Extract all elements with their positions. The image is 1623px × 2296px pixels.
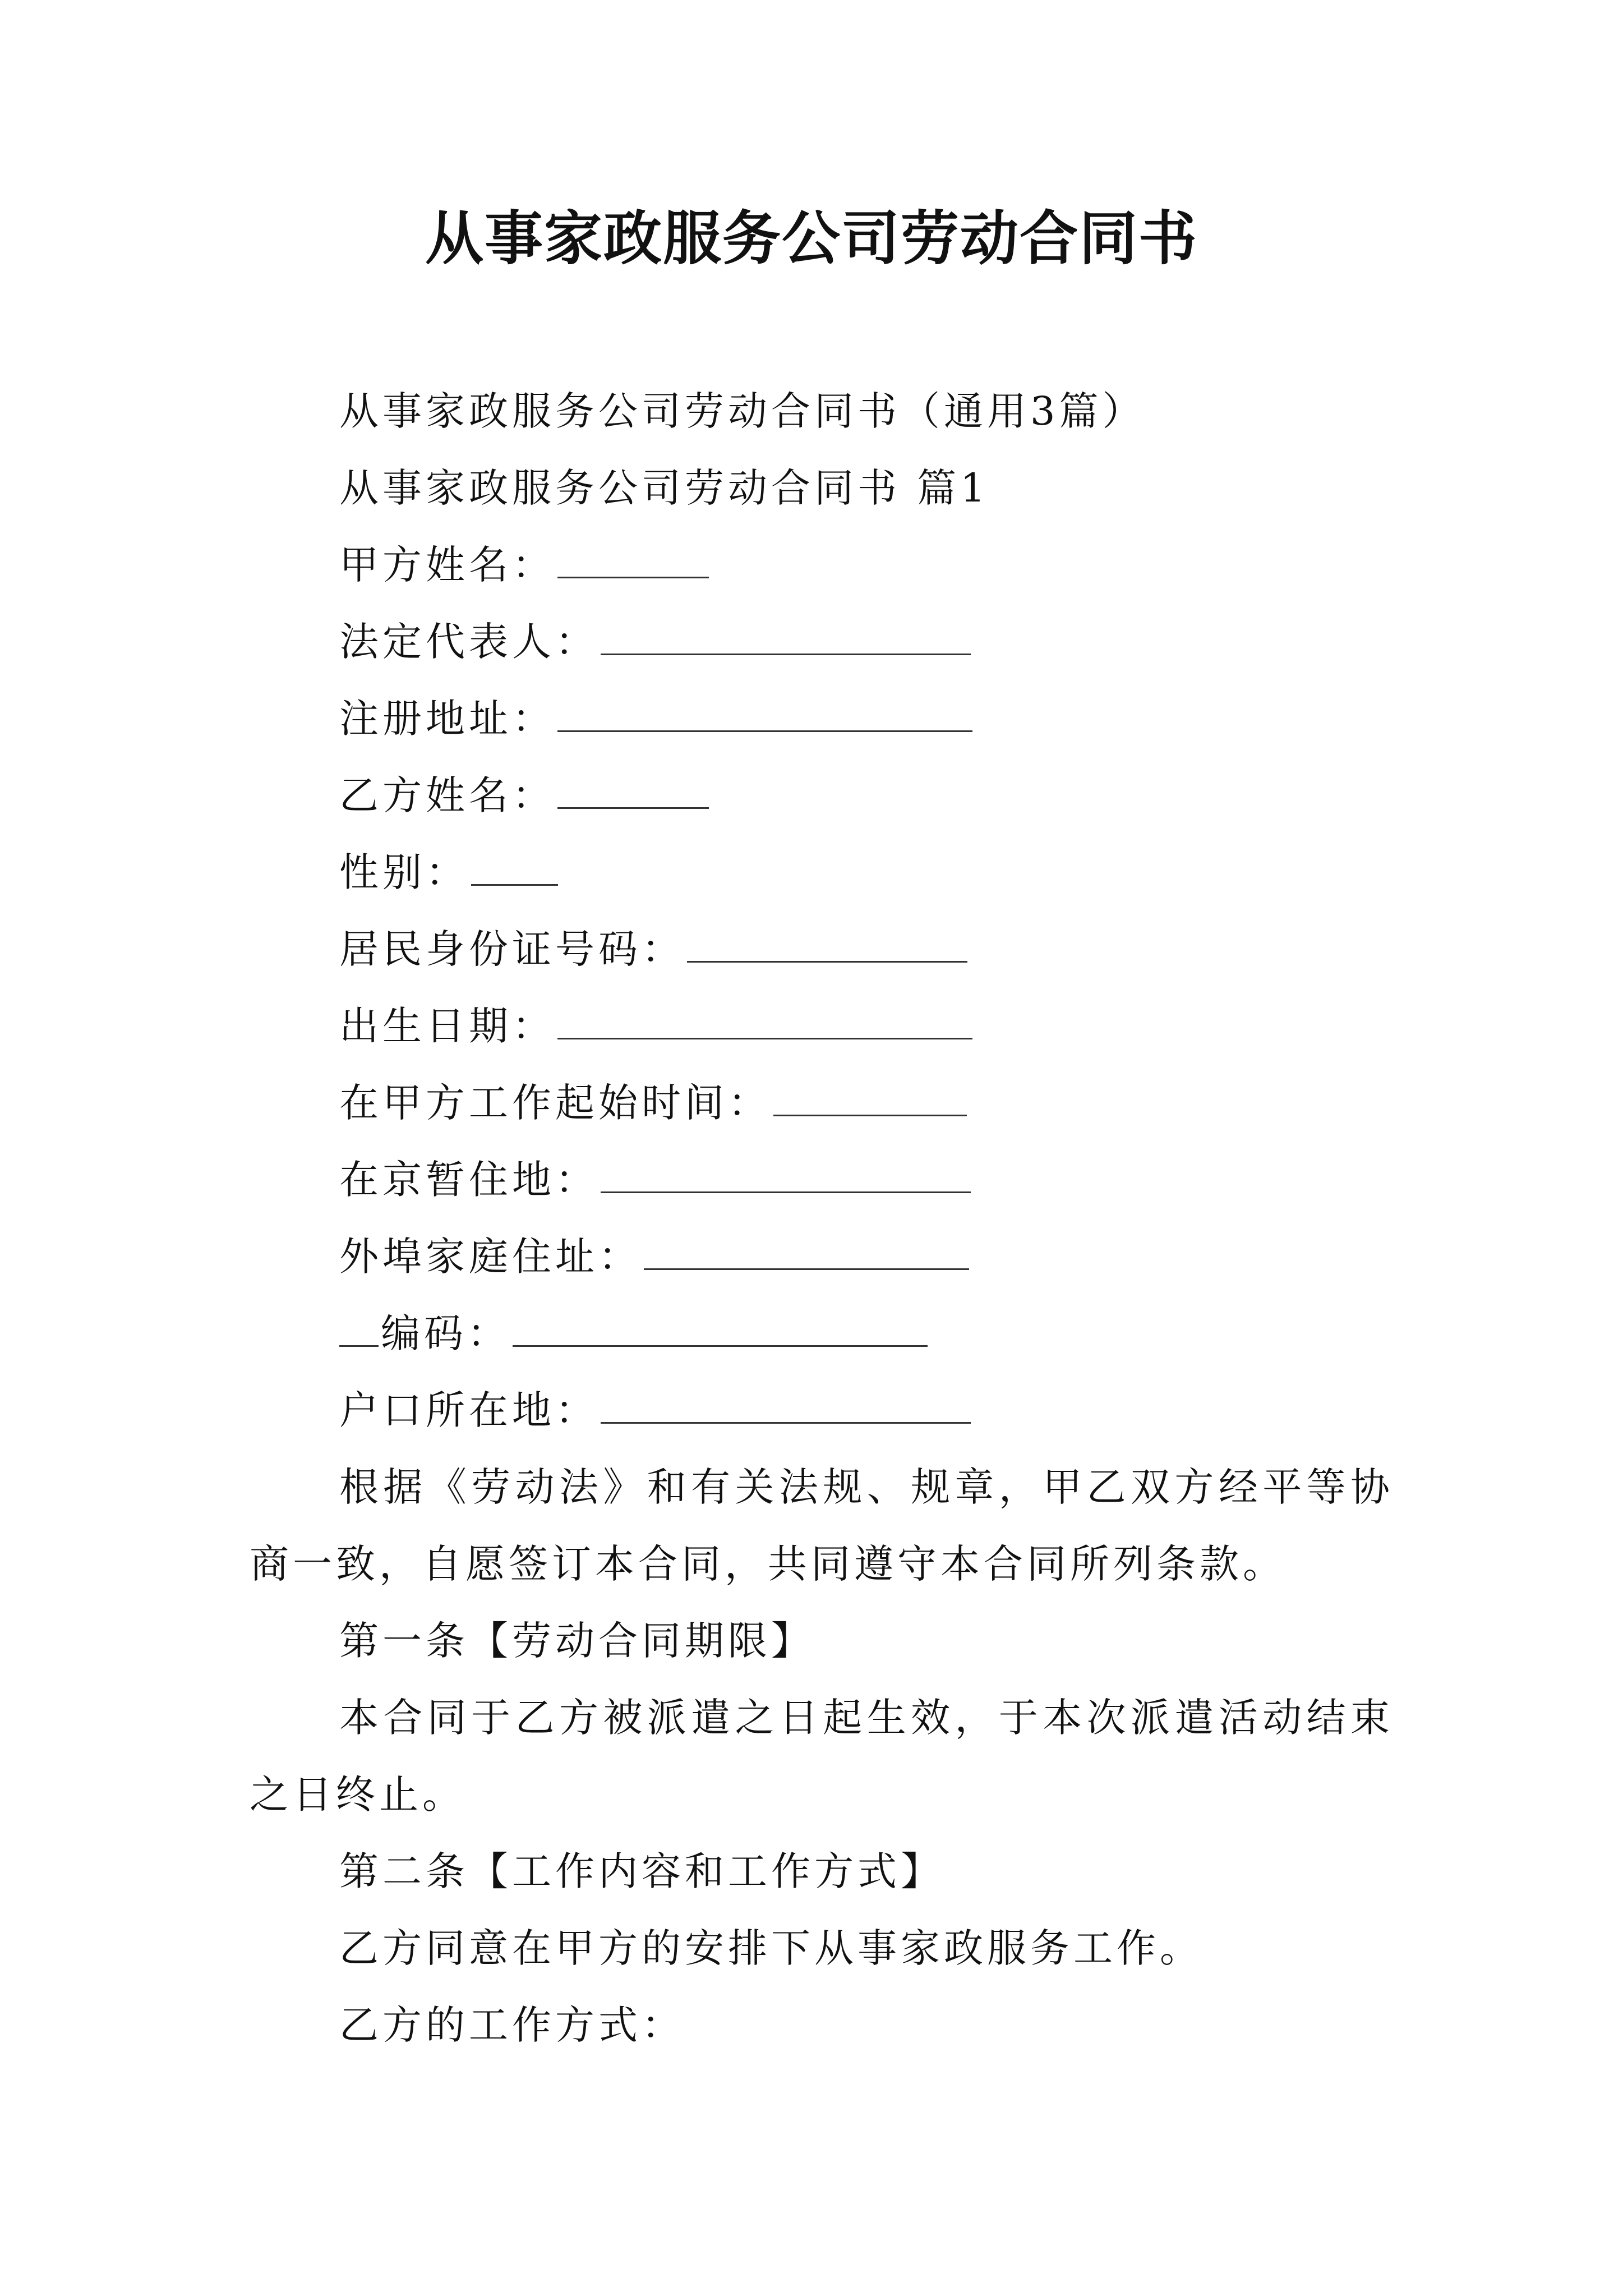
field-party-b-name — [250, 757, 1394, 834]
field-label: 法定代表人： — [339, 619, 598, 665]
field-label: 外埠家庭住址： — [339, 1234, 642, 1280]
field-party-a-name — [250, 527, 1394, 604]
field-id-number — [250, 911, 1394, 988]
field-label: 在京暂住地： — [339, 1157, 598, 1203]
blank-line — [557, 776, 709, 809]
work-method-label: 乙方的工作方式： — [339, 2002, 685, 2048]
field-label: 户口所在地： — [339, 1387, 598, 1433]
field-home-address — [250, 1218, 1394, 1295]
field-label: 性别： — [339, 849, 469, 895]
document-title: 从事家政服务公司劳动合同书 — [425, 204, 1198, 273]
blank-line — [471, 853, 558, 886]
field-label: 注册地址： — [339, 696, 555, 742]
field-beijing-residence — [250, 1142, 1394, 1218]
field-label: 在甲方工作起始时间： — [339, 1080, 771, 1126]
blank-line — [644, 1237, 969, 1270]
blank-line — [557, 1006, 972, 1039]
blank-line — [687, 930, 967, 963]
document-body — [250, 373, 1394, 2064]
field-registered-address — [250, 680, 1394, 757]
blank-line — [601, 1160, 971, 1193]
field-label: 甲方姓名： — [339, 542, 555, 588]
blank-line — [557, 699, 972, 732]
blank-line — [513, 1314, 928, 1347]
article-2-text: 乙方同意在甲方的安排下从事家政服务工作。 — [339, 1925, 1203, 1971]
field-gender — [250, 834, 1394, 911]
blank-line — [601, 622, 971, 655]
field-hukou-location — [250, 1372, 1394, 1449]
blank-line — [557, 545, 709, 578]
field-legal-representative — [250, 604, 1394, 680]
subtitle: 从事家政服务公司劳动合同书（通用3篇） — [339, 388, 1146, 434]
article-1-text: 本合同于乙方被派遣之日起生效，于本次派遣活动结束之日终止。 — [250, 1695, 1394, 1818]
blank-line — [773, 1083, 967, 1116]
field-label: 乙方姓名： — [339, 772, 555, 818]
field-start-time — [250, 1065, 1394, 1142]
field-label: 居民身份证号码： — [339, 926, 685, 972]
paragraph-preamble: 根据《劳动法》和有关法规、规章，甲乙双方经平等协商一致，自愿签订本合同，共同遵守本合同所列条款。 — [250, 1464, 1394, 1587]
field-label: 编码： — [381, 1310, 510, 1356]
field-label: 出生日期： — [339, 1003, 555, 1049]
blank-line — [601, 1391, 971, 1424]
blank-line — [339, 1314, 379, 1347]
section-heading: 从事家政服务公司劳动合同书 篇1 — [339, 465, 989, 511]
field-postal-code — [250, 1295, 1394, 1372]
field-birth-date — [250, 988, 1394, 1065]
article-2-heading: 第二条【工作内容和工作方式】 — [339, 1848, 944, 1894]
article-1-heading: 第一条【劳动合同期限】 — [339, 1618, 814, 1664]
